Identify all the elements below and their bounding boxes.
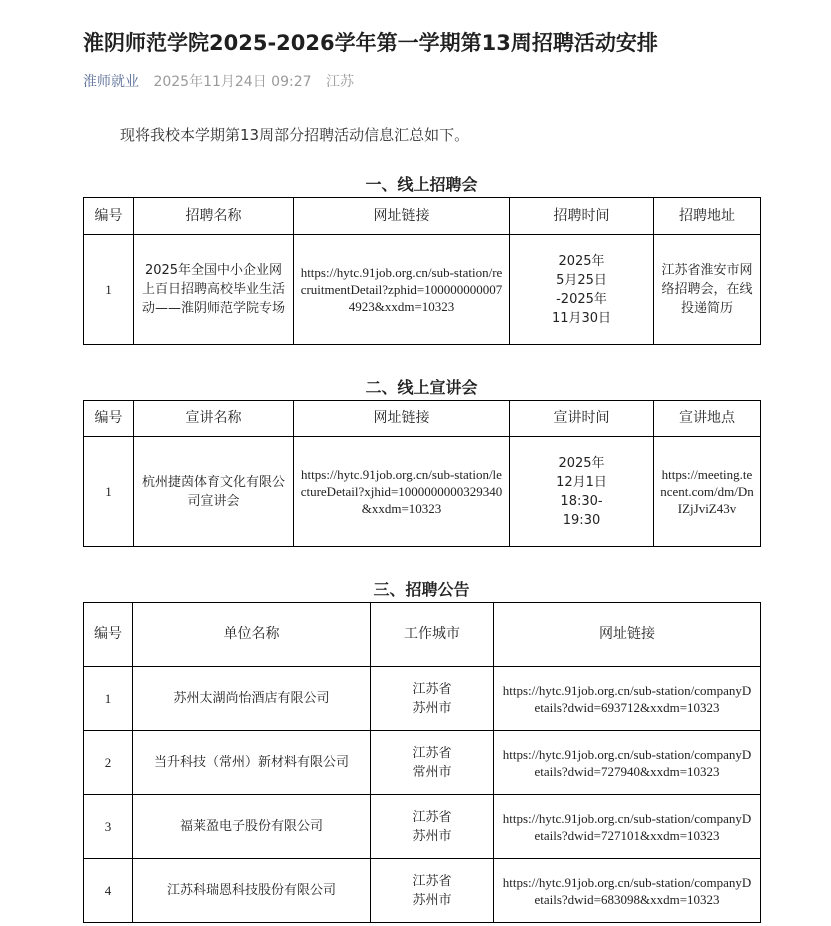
intro-paragraph: 现将我校本学期第13周部分招聘活动信息汇总如下。	[120, 126, 470, 144]
row-number: 3	[84, 795, 133, 859]
article-meta	[83, 72, 354, 92]
city-line: 江苏省	[412, 681, 452, 697]
fair-url-link[interactable]: https://hytc.91job.org.cn/sub-station/recruitmentDetail?zphid=1000000000074923&xxdm=10323	[294, 235, 510, 345]
time-line: 2025年	[558, 455, 605, 471]
row-number: 1	[84, 437, 134, 547]
table-row	[84, 731, 761, 795]
company-name: 福莱盈电子股份有限公司	[133, 795, 371, 859]
announcement-table	[83, 602, 761, 923]
table-row	[84, 235, 761, 345]
city-line: 苏州市	[412, 828, 452, 844]
row-number: 1	[84, 667, 133, 731]
row-number: 1	[84, 235, 134, 345]
row-number: 2	[84, 731, 133, 795]
meeting-link[interactable]: https://meeting.tencent.com/dm/DnIZjJviZ43v	[654, 437, 761, 547]
col-header-url: 网址链接	[294, 401, 510, 437]
fair-name: 2025年全国中小企业网上百日招聘高校毕业生活动——淮阴师范学院专场	[134, 235, 294, 345]
col-header-city: 工作城市	[371, 603, 494, 667]
company-name: 江苏科瑞恩科技股份有限公司	[133, 859, 371, 923]
time-line: 18:30-	[560, 493, 603, 509]
col-header-fair-name: 招聘名称	[134, 198, 294, 235]
col-header-url: 网址链接	[494, 603, 761, 667]
col-header-time: 宣讲时间	[510, 401, 654, 437]
presentation-table	[83, 400, 761, 547]
work-city	[371, 795, 494, 859]
article-title: 淮阴师范学院2025-2026学年第一学期第13周招聘活动安排	[83, 31, 658, 55]
city-line: 苏州市	[412, 700, 452, 716]
col-header-number: 编号	[84, 401, 134, 437]
section-heading-presentation: 二、线上宣讲会	[365, 378, 478, 397]
account-name-link[interactable]: 淮师就业	[83, 74, 139, 90]
section-heading-job-fair: 一、线上招聘会	[365, 175, 478, 194]
company-name: 苏州太湖尚怡酒店有限公司	[133, 667, 371, 731]
table-row	[84, 437, 761, 547]
talk-time	[510, 437, 654, 547]
time-line: -2025年	[556, 291, 607, 307]
time-line: 12月1日	[556, 474, 607, 490]
col-header-number: 编号	[84, 603, 133, 667]
table-header-row	[84, 603, 761, 667]
work-city	[371, 859, 494, 923]
time-line: 19:30	[562, 512, 601, 528]
company-url-link[interactable]: https://hytc.91job.org.cn/sub-station/companyDetails?dwid=683098&xxdm=10323	[494, 859, 761, 923]
talk-name: 杭州捷茵体育文化有限公司宣讲会	[134, 437, 294, 547]
company-url-link[interactable]: https://hytc.91job.org.cn/sub-station/companyDetails?dwid=727101&xxdm=10323	[494, 795, 761, 859]
city-line: 江苏省	[412, 745, 452, 761]
city-line: 江苏省	[412, 873, 452, 889]
row-number: 4	[84, 859, 133, 923]
job-fair-table	[83, 197, 761, 345]
company-url-link[interactable]: https://hytc.91job.org.cn/sub-station/companyDetails?dwid=693712&xxdm=10323	[494, 667, 761, 731]
table-header-row	[84, 401, 761, 437]
col-header-talk-name: 宣讲名称	[134, 401, 294, 437]
work-city	[371, 667, 494, 731]
col-header-company: 单位名称	[133, 603, 371, 667]
fair-address: 江苏省淮安市网络招聘会，在线投递简历	[654, 235, 761, 345]
city-line: 苏州市	[412, 892, 452, 908]
time-line: 2025年	[558, 253, 605, 269]
col-header-place: 宣讲地点	[654, 401, 761, 437]
company-name: 当升科技（常州）新材料有限公司	[133, 731, 371, 795]
company-url-link[interactable]: https://hytc.91job.org.cn/sub-station/companyDetails?dwid=727940&xxdm=10323	[494, 731, 761, 795]
table-header-row	[84, 198, 761, 235]
col-header-address: 招聘地址	[654, 198, 761, 235]
time-line: 5月25日	[556, 272, 607, 288]
talk-url-link[interactable]: https://hytc.91job.org.cn/sub-station/lectureDetail?xjhid=1000000000329340&xxdm=10323	[294, 437, 510, 547]
section-heading-announcements: 三、招聘公告	[373, 580, 470, 599]
table-row	[84, 795, 761, 859]
table-row	[84, 667, 761, 731]
publish-location: 江苏	[325, 74, 354, 90]
city-line: 江苏省	[412, 809, 452, 825]
col-header-url: 网址链接	[294, 198, 510, 235]
publish-date: 2025年11月24日 09:27	[153, 74, 312, 90]
col-header-number: 编号	[84, 198, 134, 235]
time-line: 11月30日	[551, 310, 612, 326]
work-city	[371, 731, 494, 795]
fair-time	[510, 235, 654, 345]
col-header-time: 招聘时间	[510, 198, 654, 235]
table-row	[84, 859, 761, 923]
city-line: 常州市	[412, 764, 452, 780]
